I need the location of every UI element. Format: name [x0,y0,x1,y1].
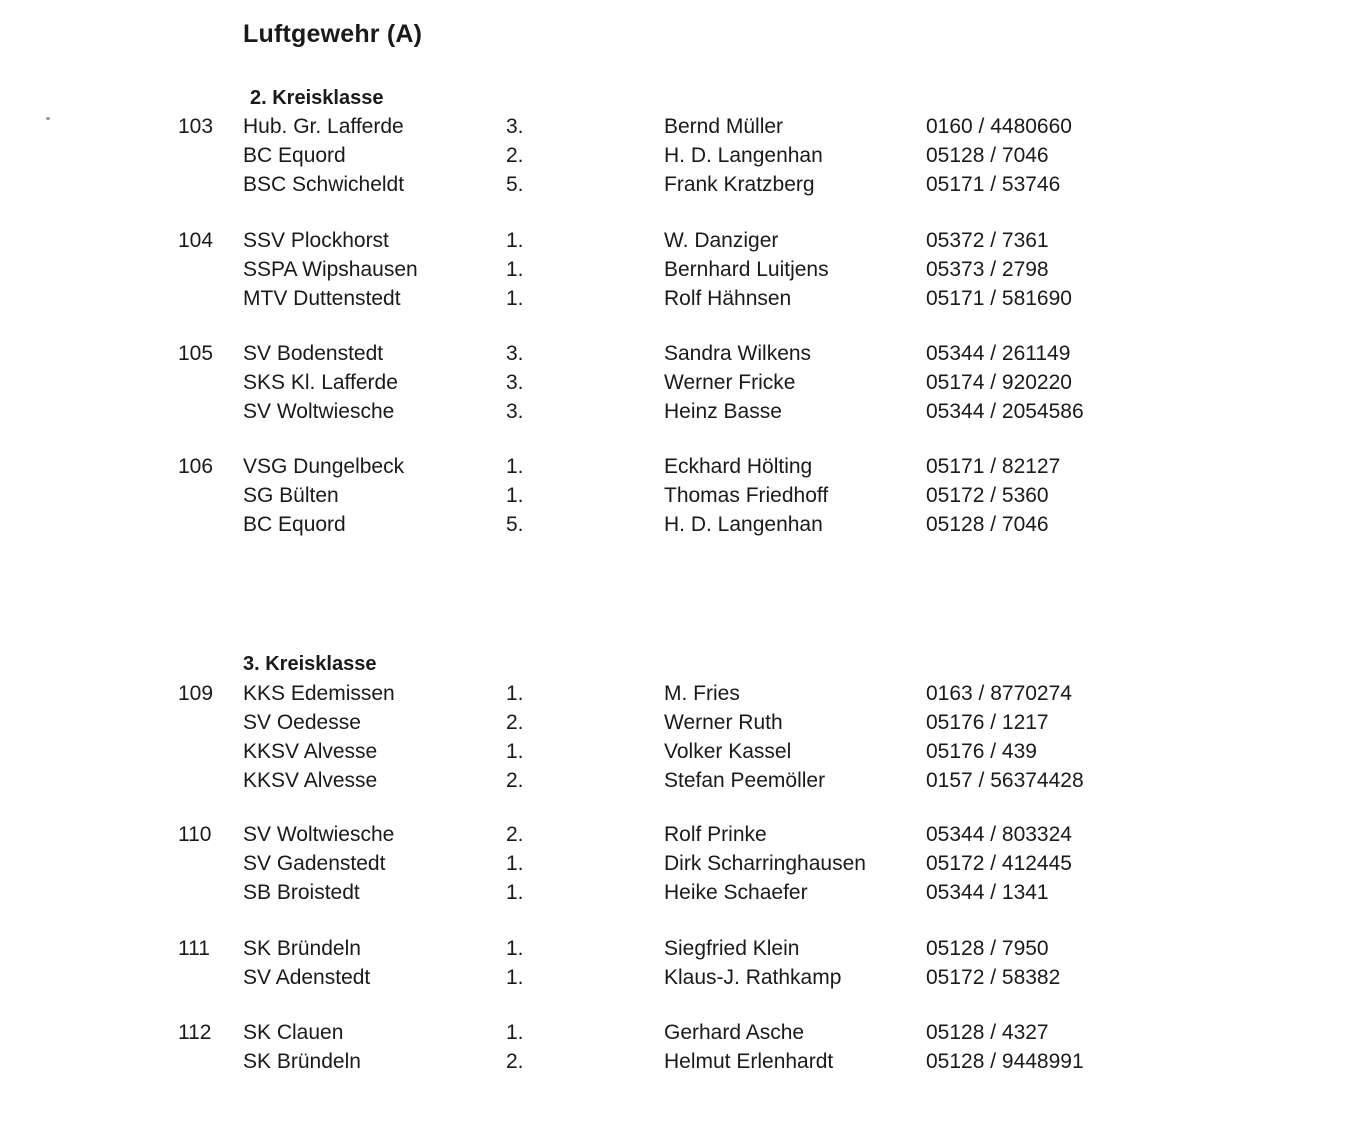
club-name: SSV Plockhorst [243,229,389,252]
section-heading-3-kreisklasse: 3. Kreisklasse [243,653,377,675]
table-row [0,141,1354,170]
team-rank: 1. [506,937,524,960]
table-row [0,452,1354,481]
contact-phone: 0160 / 4480660 [926,115,1072,138]
contact-name: Helmut Erlenhardt [664,1050,834,1073]
team-rank: 5. [506,173,524,196]
contact-phone: 0157 / 56374428 [926,769,1084,792]
team-rank: 2. [506,769,524,792]
table-row [0,766,1354,795]
team-rank: 1. [506,852,524,875]
team-rank: 1. [506,229,524,252]
table-row [0,963,1354,992]
table-row [0,112,1354,141]
table-row [0,679,1354,708]
contact-phone: 05128 / 4327 [926,1021,1049,1044]
table-row [0,339,1354,368]
team-rank: 3. [506,342,524,365]
club-name: SKS Kl. Lafferde [243,371,398,394]
contact-phone: 05373 / 2798 [926,258,1049,281]
contact-phone: 05172 / 5360 [926,484,1049,507]
contact-phone: 05171 / 53746 [926,173,1061,196]
team-rank: 1. [506,966,524,989]
club-name: SV Oedesse [243,711,361,734]
contact-phone: 05128 / 7046 [926,144,1049,167]
contact-name: Siegfried Klein [664,937,800,960]
table-row [0,1047,1354,1076]
section-heading-2-kreisklasse: 2. Kreisklasse [250,87,384,109]
table-row [0,510,1354,539]
contact-name: Rolf Prinke [664,823,767,846]
club-name: KKS Edemissen [243,682,395,705]
contact-name: Eckhard Hölting [664,455,813,478]
team-rank: 1. [506,682,524,705]
contact-name: Heinz Basse [664,400,782,423]
group-number: 104 [178,229,214,252]
club-name: BC Equord [243,144,346,167]
team-rank: 2. [506,711,524,734]
club-name: SG Bülten [243,484,339,507]
team-rank: 1. [506,258,524,281]
team-rank: 3. [506,371,524,394]
table-row [0,368,1354,397]
contact-phone: 05176 / 439 [926,740,1037,763]
club-name: SK Bründeln [243,1050,361,1073]
contact-phone: 05176 / 1217 [926,711,1049,734]
table-row [0,737,1354,766]
contact-name: M. Fries [664,682,740,705]
contact-phone: 05172 / 412445 [926,852,1072,875]
group-105 [0,339,1354,426]
table-row [0,226,1354,255]
club-name: KKSV Alvesse [243,769,378,792]
group-number: 110 [178,823,212,846]
contact-phone: 05171 / 82127 [926,455,1061,478]
group-109 [0,679,1354,795]
table-row [0,284,1354,313]
contact-name: Volker Kassel [664,740,792,763]
table-row [0,481,1354,510]
group-number: 112 [178,1021,212,1044]
team-rank: 2. [506,144,524,167]
contact-phone: 0163 / 8770274 [926,682,1072,705]
group-number: 111 [178,937,210,960]
contact-name: Gerhard Asche [664,1021,805,1044]
contact-phone: 05344 / 803324 [926,823,1072,846]
contact-name: Thomas Friedhoff [664,484,829,507]
table-row [0,397,1354,426]
team-rank: 3. [506,400,524,423]
contact-name: Bernd Müller [664,115,784,138]
group-104 [0,226,1354,313]
team-rank: 1. [506,881,524,904]
table-row [0,878,1354,907]
contact-name: Heike Schaefer [664,881,808,904]
contact-phone: 05372 / 7361 [926,229,1049,252]
group-110 [0,820,1354,907]
table-row [0,934,1354,963]
club-name: SV Woltwiesche [243,400,395,423]
contact-name: Frank Kratzberg [664,173,815,196]
contact-name: Stefan Peemöller [664,769,826,792]
club-name: Hub. Gr. Lafferde [243,115,404,138]
team-rank: 1. [506,740,524,763]
table-row [0,255,1354,284]
team-rank: 1. [506,484,524,507]
team-rank: 1. [506,1021,524,1044]
club-name: SV Bodenstedt [243,342,384,365]
contact-name: H. D. Langenhan [664,144,823,167]
club-name: KKSV Alvesse [243,740,378,763]
team-rank: 2. [506,1050,524,1073]
group-112 [0,1018,1354,1076]
contact-name: Klaus-J. Rathkamp [664,966,842,989]
group-number: 105 [178,342,214,365]
club-name: BSC Schwicheldt [243,173,405,196]
club-name: SV Woltwiesche [243,823,395,846]
table-row [0,820,1354,849]
contact-phone: 05344 / 261149 [926,342,1071,365]
group-number: 109 [178,682,214,705]
contact-phone: 05174 / 920220 [926,371,1072,394]
club-name: SB Broistedt [243,881,360,904]
contact-phone: 05128 / 7046 [926,513,1049,536]
table-row [0,1018,1354,1047]
table-row [0,708,1354,737]
team-rank: 1. [506,287,524,310]
team-rank: 5. [506,513,524,536]
club-name: BC Equord [243,513,346,536]
club-name: SK Clauen [243,1021,344,1044]
contact-phone: 05344 / 1341 [926,881,1049,904]
contact-name: Werner Ruth [664,711,783,734]
contact-name: Werner Fricke [664,371,796,394]
contact-name: Rolf Hähnsen [664,287,792,310]
club-name: SV Adenstedt [243,966,371,989]
group-103 [0,112,1354,199]
group-111 [0,934,1354,992]
team-rank: 1. [506,455,524,478]
contact-name: Sandra Wilkens [664,342,812,365]
club-name: SK Bründeln [243,937,361,960]
table-row [0,849,1354,878]
page-title: Luftgewehr (A) [243,20,423,48]
contact-phone: 05344 / 2054586 [926,400,1084,423]
contact-phone: 05128 / 7950 [926,937,1049,960]
club-name: MTV Duttenstedt [243,287,401,310]
group-106 [0,452,1354,539]
group-number: 106 [178,455,214,478]
club-name: SSPA Wipshausen [243,258,418,281]
team-rank: 3. [506,115,524,138]
club-name: VSG Dungelbeck [243,455,405,478]
contact-name: Dirk Scharringhausen [664,852,866,875]
contact-name: Bernhard Luitjens [664,258,829,281]
contact-phone: 05128 / 9448991 [926,1050,1084,1073]
contact-phone: 05172 / 58382 [926,966,1061,989]
table-row [0,170,1354,199]
club-name: SV Gadenstedt [243,852,386,875]
team-rank: 2. [506,823,524,846]
contact-name: H. D. Langenhan [664,513,823,536]
contact-name: W. Danziger [664,229,779,252]
group-number: 103 [178,115,214,138]
contact-phone: 05171 / 581690 [926,287,1072,310]
